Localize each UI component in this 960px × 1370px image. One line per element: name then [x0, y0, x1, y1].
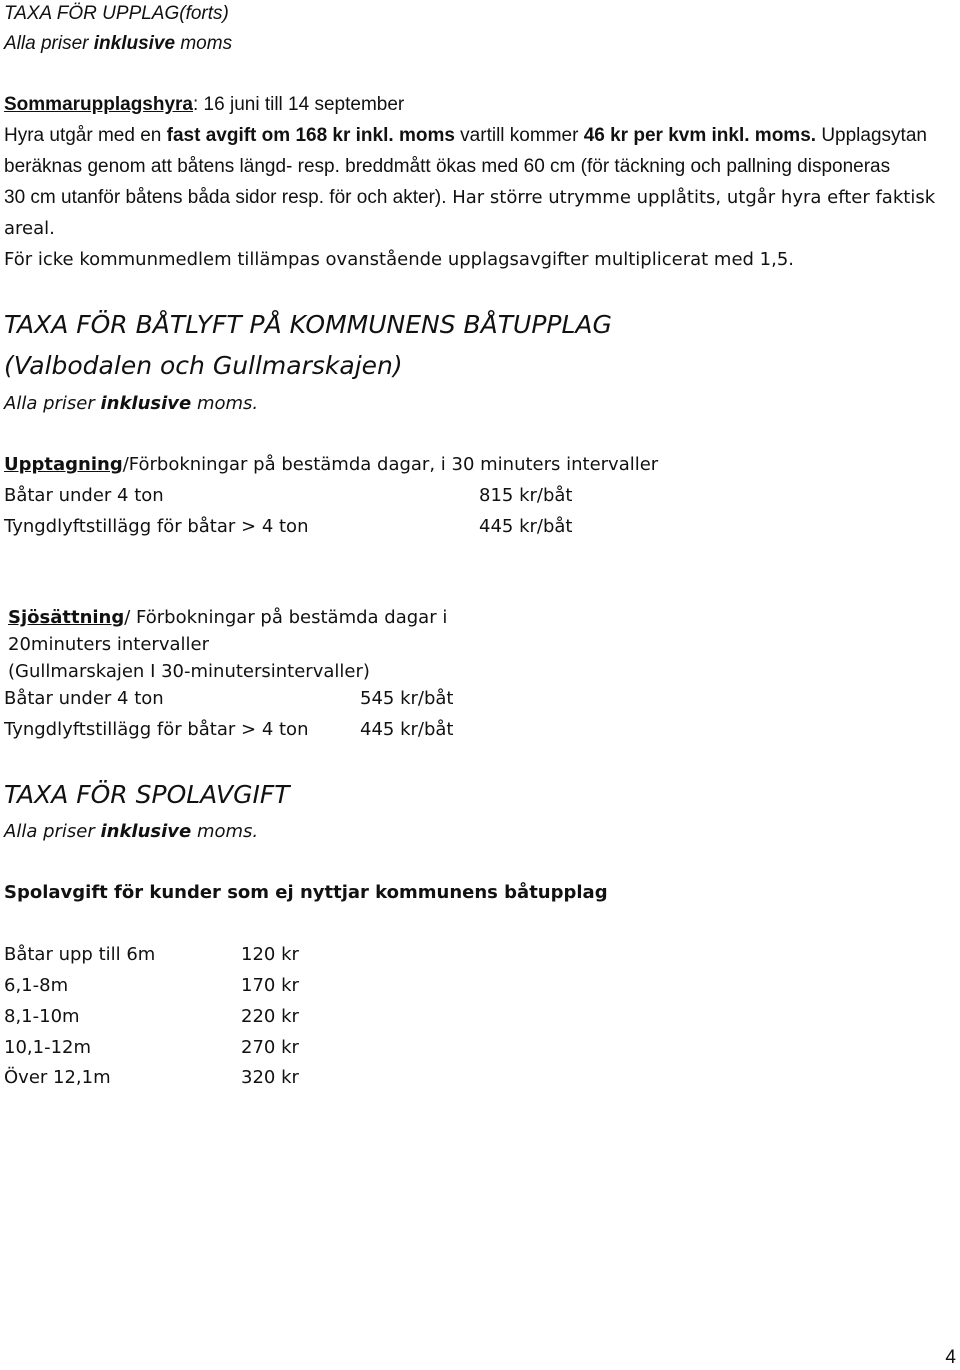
- wash-fee-heading: Spolavgift för kunder som ej nyttjar kommunens båtupplag: [4, 882, 608, 903]
- rent-paragraph-line: Hyra utgår med en fast avgift om 168 kr inkl. moms vartill kommer 46 kr per kvm inkl. moms. Upplagsytan: [4, 125, 927, 146]
- uptake-heading: Upptagning/Förbokningar på bestämda dagar, i 30 minuters intervaller: [4, 454, 659, 475]
- prices-note: Alla priser inklusive moms.: [4, 821, 259, 842]
- prices-note: Alla priser inklusive moms.: [4, 393, 259, 414]
- uptake-row-price: 815 kr/båt: [479, 485, 573, 506]
- wash-fee-row-price: 320 kr: [241, 1067, 299, 1088]
- wash-fee-row-price: 170 kr: [241, 975, 299, 996]
- wash-fee-row-label: Över 12,1m: [4, 1067, 111, 1088]
- wash-fee-row-label: 10,1-12m: [4, 1037, 92, 1058]
- summer-rent-heading: Sommarupplagshyra: 16 juni till 14 september: [4, 94, 405, 115]
- launch-row-label: Båtar under 4 ton: [4, 688, 164, 709]
- uptake-row-price: 445 kr/båt: [479, 516, 573, 537]
- wash-fee-row-label: 6,1-8m: [4, 975, 69, 996]
- launch-heading-line: 20minuters intervaller: [8, 634, 209, 655]
- rent-paragraph-line: 30 cm utanför båtens båda sidor resp. för och akter). Har större utrymme upplåtits, utgår hyra efter faktisk: [4, 187, 936, 208]
- wash-fee-row-price: 270 kr: [241, 1037, 299, 1058]
- launch-row-label: Tyngdlyftstillägg för båtar > 4 ton: [4, 719, 309, 740]
- uptake-row-label: Båtar under 4 ton: [4, 485, 164, 506]
- launch-row-price: 445 kr/båt: [360, 719, 454, 740]
- launch-row-price: 545 kr/båt: [360, 688, 454, 709]
- launch-heading-line: (Gullmarskajen I 30-minutersintervaller): [8, 661, 370, 682]
- boatlift-subtitle: (Valbodalen och Gullmarskajen): [4, 351, 403, 380]
- rent-paragraph-line: areal.: [4, 218, 55, 239]
- non-member-note: För icke kommunmedlem tillämpas ovanstående upplagsavgifter multiplicerat med 1,5.: [4, 249, 795, 270]
- uptake-row-label: Tyngdlyftstillägg för båtar > 4 ton: [4, 516, 309, 537]
- wash-fee-row-label: 8,1-10m: [4, 1006, 80, 1027]
- prices-note: Alla priser inklusive moms: [4, 33, 233, 54]
- wash-fee-title: TAXA FÖR SPOLAVGIFT: [4, 780, 290, 809]
- page-number: 4: [945, 1347, 956, 1368]
- wash-fee-row-label: Båtar upp till 6m: [4, 944, 156, 965]
- wash-fee-row-price: 120 kr: [241, 944, 299, 965]
- boatlift-title: TAXA FÖR BÅTLYFT PÅ KOMMUNENS BÅTUPPLAG: [4, 310, 612, 339]
- page-title: TAXA FÖR UPPLAG(forts): [4, 3, 229, 24]
- launch-heading: Sjösättning/ Förbokningar på bestämda dagar i: [8, 607, 448, 628]
- rent-paragraph-line: beräknas genom att båtens längd- resp. breddmått ökas med 60 cm (för täckning och pallning disponeras: [4, 156, 891, 177]
- wash-fee-row-price: 220 kr: [241, 1006, 299, 1027]
